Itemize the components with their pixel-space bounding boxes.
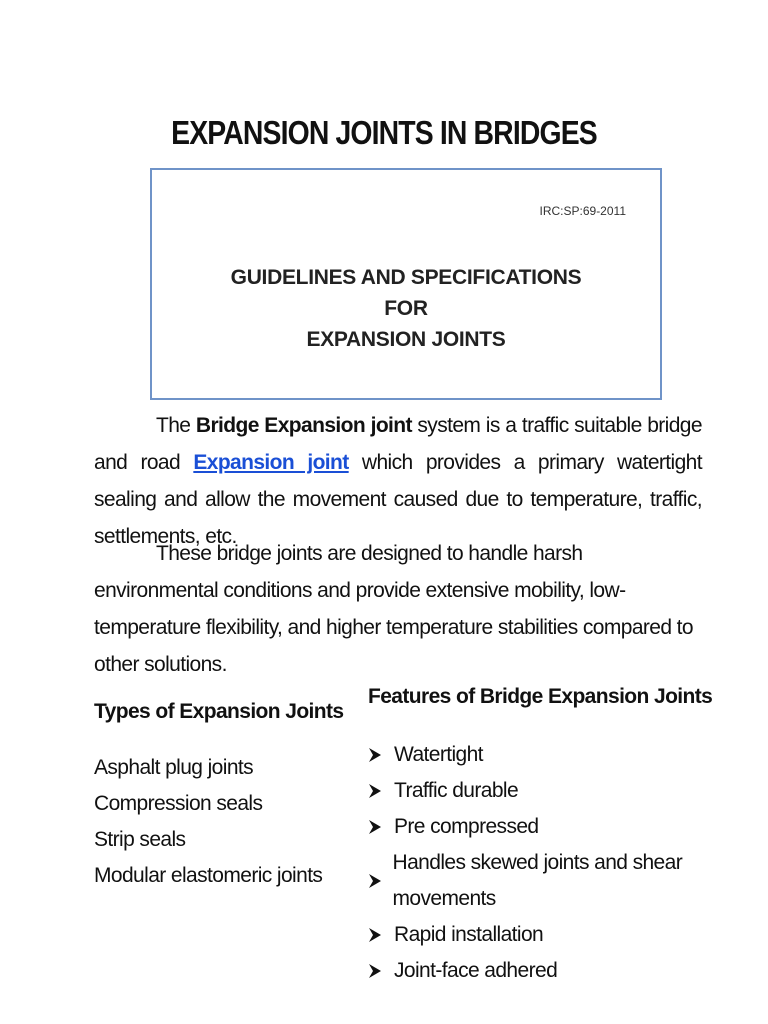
feature-label: Handles skewed joints and shear movements	[392, 851, 683, 910]
types-list-item: Strip seals	[94, 828, 186, 851]
types-list-item: Asphalt plug joints	[94, 756, 254, 779]
features-list-item	[368, 845, 768, 917]
features-list-item	[368, 917, 768, 953]
document-code: IRC:SP:69-2011	[539, 204, 626, 218]
features-list-item	[368, 953, 768, 989]
features-list-item	[368, 809, 768, 845]
intro-post: which provides a primary watertight sealing and allow the movement caused due to temperature, traffic, settlements, etc.	[94, 451, 702, 548]
feature-label: Joint-face adhered	[394, 959, 558, 982]
expansion-joint-link[interactable]: Expansion joint	[193, 451, 349, 474]
features-list-item	[368, 737, 768, 773]
arrow-bullet-icon	[368, 783, 394, 799]
arrow-bullet-icon	[368, 873, 393, 889]
document-heading-line3: EXPANSION JOINTS	[306, 328, 506, 351]
page-title: EXPANSION JOINTS IN BRIDGES	[171, 114, 597, 151]
document-heading-line1: GUIDELINES AND SPECIFICATIONS	[230, 266, 582, 289]
features-list-item	[368, 773, 768, 809]
intro-paragraph	[94, 407, 702, 555]
types-list	[94, 750, 322, 894]
types-list-item: Modular elastomeric joints	[94, 864, 323, 887]
arrow-bullet-icon	[368, 963, 394, 979]
features-heading: Features of Bridge Expansion Joints	[368, 685, 713, 708]
document-heading-line2: FOR	[384, 297, 428, 320]
second-paragraph	[94, 535, 702, 683]
feature-label: Pre compressed	[394, 815, 539, 838]
document-heading	[152, 262, 660, 355]
features-list	[368, 737, 768, 989]
feature-label: Traffic durable	[394, 779, 519, 802]
types-heading: Types of Expansion Joints	[94, 700, 344, 723]
document-cover-image	[150, 168, 662, 400]
arrow-bullet-icon	[368, 747, 394, 763]
intro-pre: The	[156, 414, 191, 437]
types-list-item: Compression seals	[94, 792, 263, 815]
arrow-bullet-icon	[368, 927, 394, 943]
intro-mid: system is a traffic suitable bridge and road	[94, 414, 702, 474]
intro-bold-term: Bridge Expansion joint	[195, 414, 412, 437]
feature-label: Watertight	[394, 743, 483, 766]
second-paragraph-text: These bridge joints are designed to handle harsh environmental conditions and provide extensive mobility, low-temperature flexibility, and higher temperature stabilities compared to other solutions.	[94, 542, 693, 676]
arrow-bullet-icon	[368, 819, 394, 835]
feature-label: Rapid installation	[394, 923, 544, 946]
